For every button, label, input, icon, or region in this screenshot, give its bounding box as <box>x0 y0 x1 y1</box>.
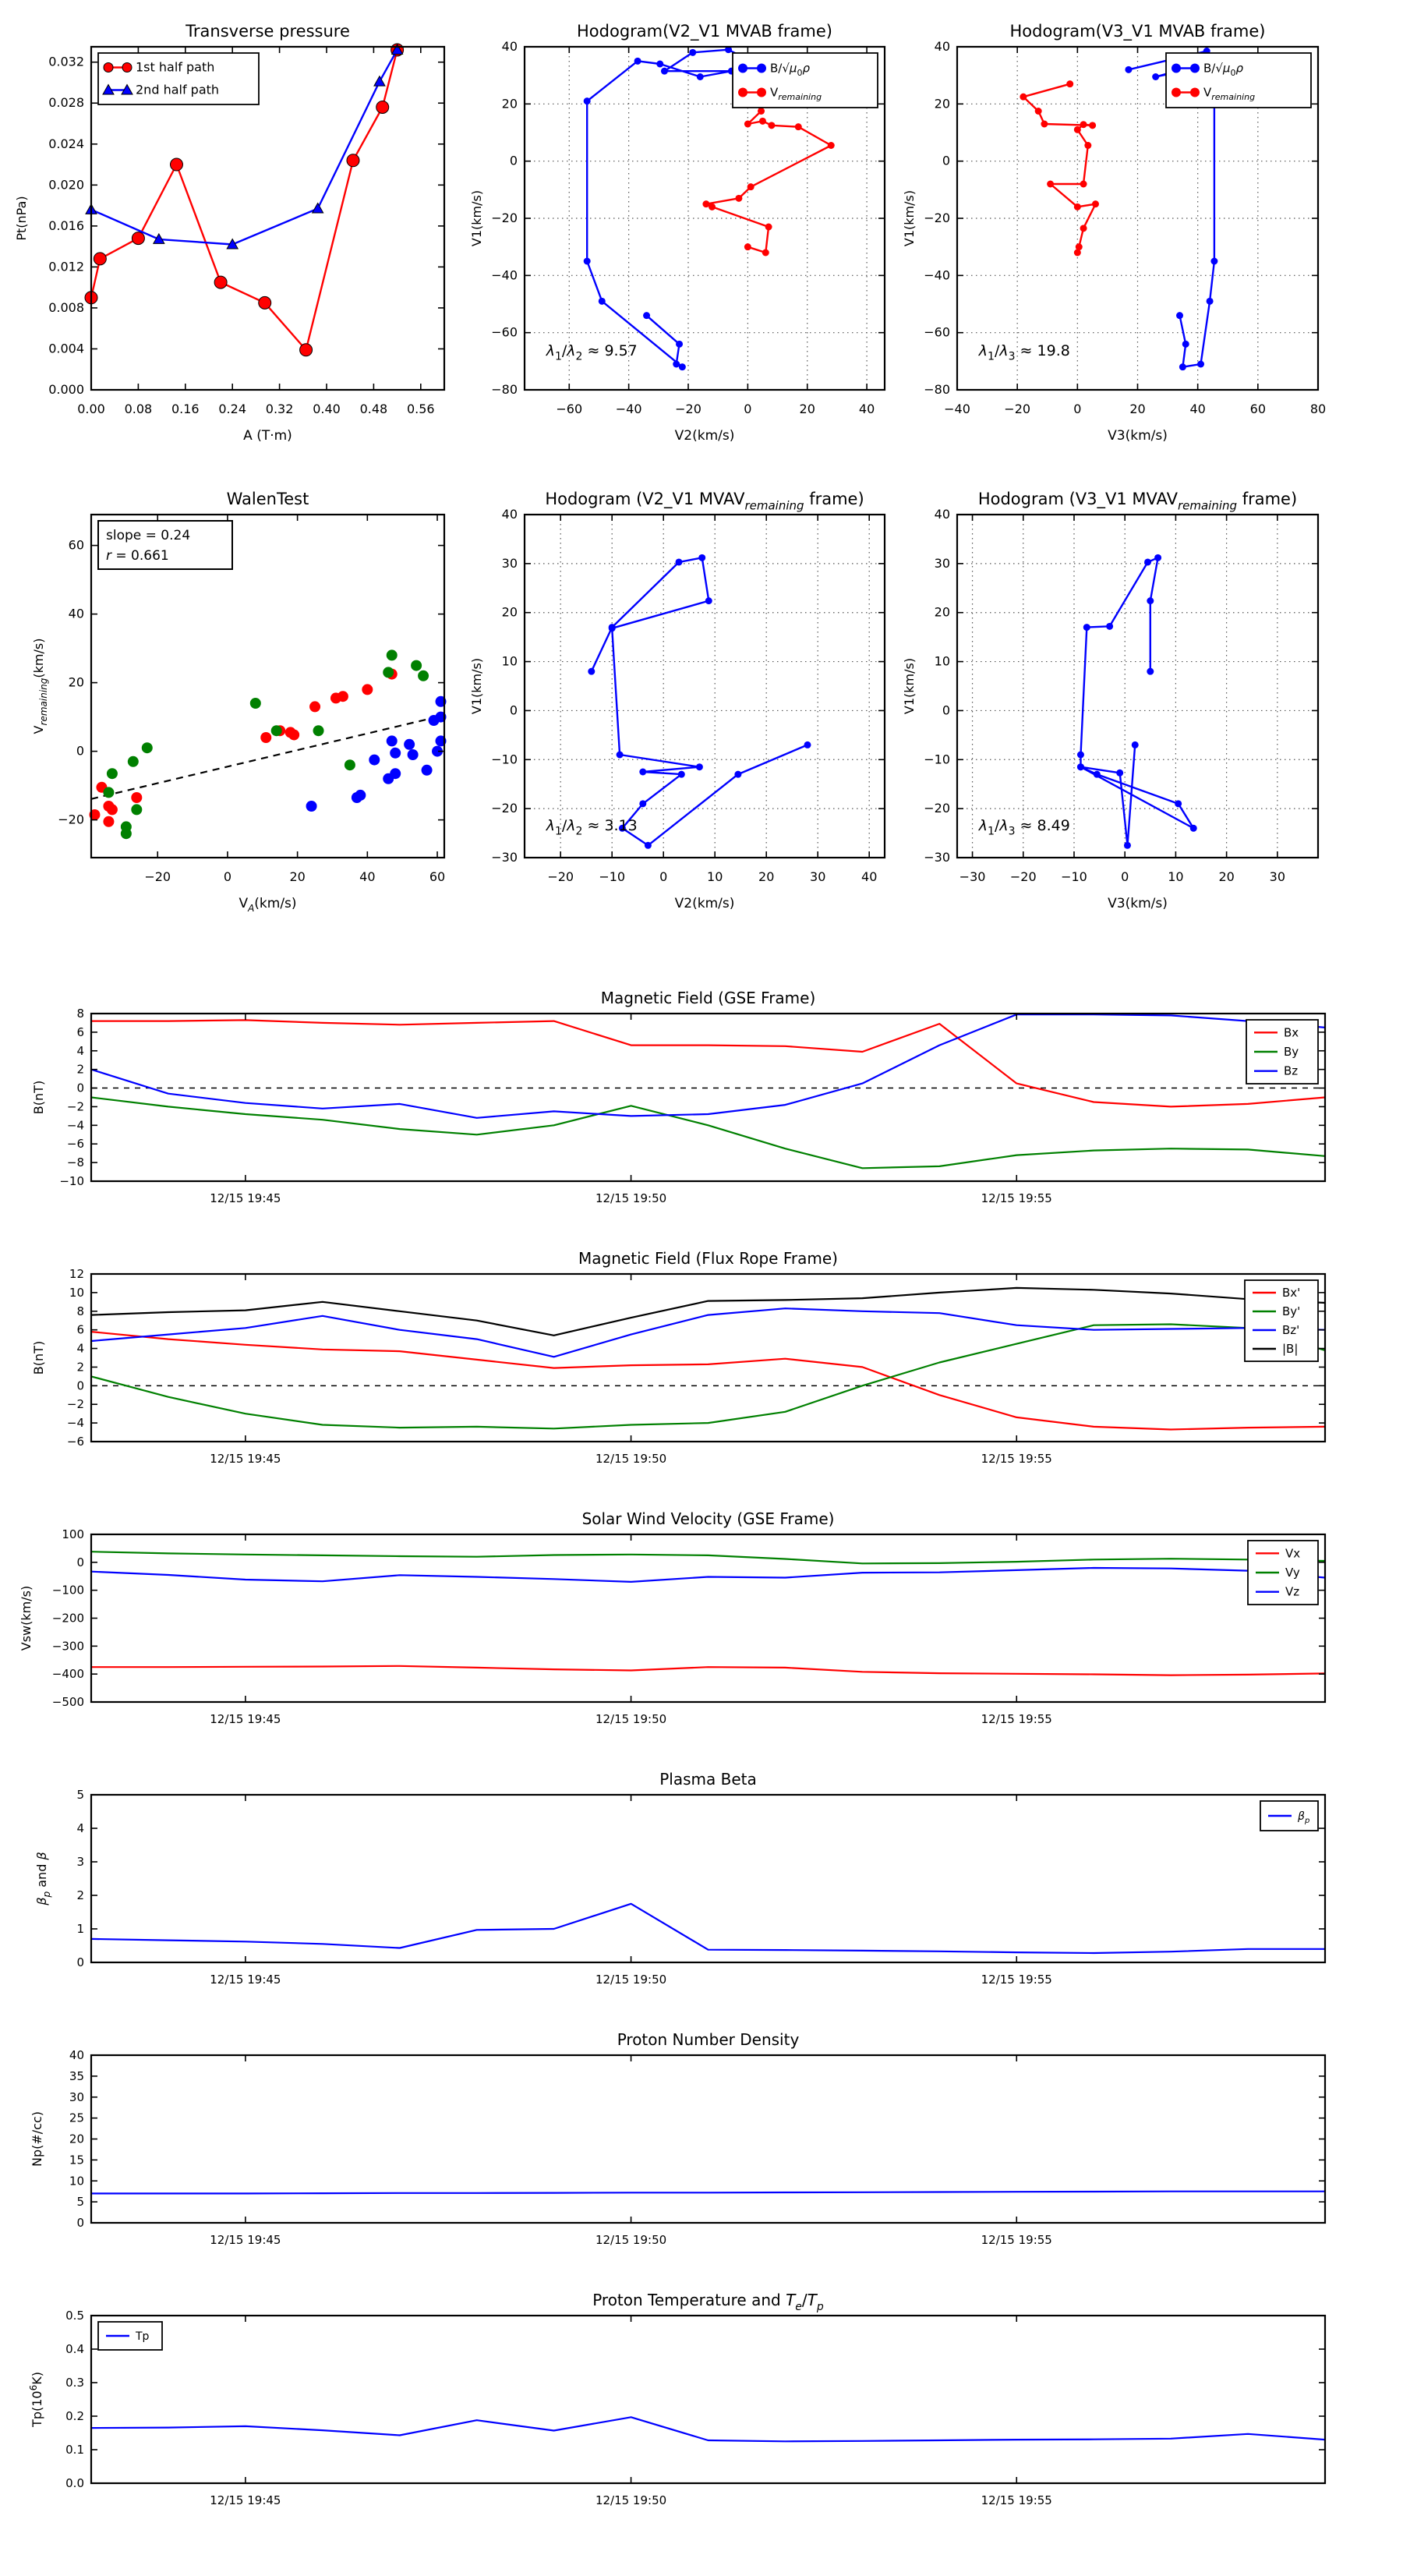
proton_temperature-ylabel: $Tp(10^6K)$ <box>27 2372 44 2427</box>
svg-text:0: 0 <box>1073 402 1082 416</box>
hodogram_v2v1_mvav-ylabel: V1(km/s) <box>469 657 484 715</box>
svg-text:0.40: 0.40 <box>313 402 341 416</box>
svg-text:−20: −20 <box>491 801 518 816</box>
svg-text:0.004: 0.004 <box>48 341 84 356</box>
svg-text:12/15 19:50: 12/15 19:50 <box>595 1452 667 1466</box>
svg-text:0.020: 0.020 <box>48 177 84 193</box>
legend <box>1245 1280 1318 1361</box>
svg-text:r = 0.661: r = 0.661 <box>106 548 169 564</box>
annotation: $\lambda_1/\lambda_2 \approx 3.13$ <box>546 816 638 838</box>
svg-text:−10: −10 <box>924 752 950 767</box>
svg-text:30: 30 <box>1269 869 1286 884</box>
svg-text:8: 8 <box>76 1007 84 1021</box>
hodogram_v2v1_mvav-title: Hodogram (V2_V1 $MVAV_{remaining}$ frame) <box>545 490 864 513</box>
svg-text:40: 40 <box>501 507 518 522</box>
scatter-green <box>103 649 429 839</box>
series-beta_p <box>91 1904 1325 1953</box>
svg-text:10: 10 <box>69 2174 84 2189</box>
svg-text:0: 0 <box>76 1955 84 1969</box>
svg-text:−10: −10 <box>59 1174 84 1188</box>
svg-text:−20: −20 <box>924 211 950 225</box>
svg-text:0: 0 <box>76 1378 84 1393</box>
svg-text:0: 0 <box>509 153 518 168</box>
svg-text:12/15 19:55: 12/15 19:55 <box>981 2493 1052 2507</box>
svg-text:0.4: 0.4 <box>65 2342 84 2356</box>
walen_test-xlabel: $V_A(km/s)$ <box>239 896 297 915</box>
svg-text:Bz: Bz <box>1284 1063 1299 1078</box>
svg-text:12/15 19:50: 12/15 19:50 <box>595 1712 667 1726</box>
svg-text:20: 20 <box>799 402 815 416</box>
svg-text:−60: −60 <box>924 324 950 340</box>
hodogram_v3v1_mvav-xlabel: V3(km/s) <box>1108 896 1168 911</box>
svg-text:Vremaining: $V_{remaining}$ <box>1203 85 1256 102</box>
svg-text:0: 0 <box>1121 869 1129 884</box>
hodogram_v3v1_mvab-title: Hodogram(V3_V1 MVAB frame) <box>1009 22 1266 41</box>
svg-text:20: 20 <box>501 604 518 620</box>
axes-frame <box>91 1795 1325 1962</box>
svg-text:0.56: 0.56 <box>406 402 435 416</box>
svg-text:−4: −4 <box>66 1118 84 1133</box>
svg-text:0: 0 <box>223 869 232 884</box>
svg-text:40: 40 <box>68 606 84 621</box>
hodogram_v2v1_mvav-xlabel: V2(km/s) <box>674 896 735 911</box>
series-Bz' <box>91 1308 1325 1357</box>
vsw_gse-title: Solar Wind Velocity (GSE Frame) <box>581 1509 835 1528</box>
svg-text:0.024: 0.024 <box>48 136 84 151</box>
svg-text:2: 2 <box>76 1062 84 1077</box>
hodogram_v2v1_mvab-xlabel: V2(km/s) <box>674 428 735 444</box>
svg-text:B/√μ0ρ: $B/√\mu_0\rho$ <box>1203 61 1243 78</box>
svg-text:60: 60 <box>1249 402 1267 416</box>
svg-text:βp: $\beta_p$ <box>1298 1810 1310 1826</box>
svg-text:12/15 19:55: 12/15 19:55 <box>981 1452 1052 1466</box>
scatter-red <box>89 669 397 827</box>
svg-text:5: 5 <box>76 2195 84 2210</box>
legend <box>98 2322 162 2350</box>
svg-text:0.00: 0.00 <box>77 402 105 416</box>
svg-text:40: 40 <box>1189 402 1206 416</box>
series-By <box>91 1098 1325 1169</box>
svg-text:−40: −40 <box>924 267 950 283</box>
svg-text:0.1: 0.1 <box>65 2443 84 2457</box>
svg-text:60: 60 <box>68 537 84 553</box>
svg-text:0.008: 0.008 <box>48 299 84 315</box>
svg-text:0.24: 0.24 <box>218 402 247 416</box>
svg-text:Vz: Vz <box>1285 1584 1300 1599</box>
ticks <box>67 1267 1325 1466</box>
svg-text:−60: −60 <box>556 402 583 416</box>
svg-text:−40: −40 <box>491 267 518 283</box>
svg-text:20: 20 <box>501 96 518 111</box>
b_flux_rope-title: Magnetic Field (Flux Rope Frame) <box>578 1249 838 1268</box>
svg-text:2: 2 <box>76 1360 84 1375</box>
svg-text:40: 40 <box>69 2048 84 2062</box>
svg-text:Bx: Bx <box>1284 1025 1299 1040</box>
vsw_gse-ylabel: Vsw(km/s) <box>19 1585 34 1651</box>
hodogram_v3v1_mvab-xlabel: V3(km/s) <box>1108 428 1168 444</box>
svg-text:12/15 19:45: 12/15 19:45 <box>210 1191 281 1205</box>
axes-frame <box>91 2055 1325 2223</box>
svg-text:15: 15 <box>69 2153 84 2167</box>
plasma_beta <box>34 1770 1325 1987</box>
series-V remaining <box>1020 80 1099 256</box>
svg-text:20: 20 <box>69 2132 84 2146</box>
svg-text:0: 0 <box>659 869 668 884</box>
svg-text:10: 10 <box>707 869 723 884</box>
series-Bz <box>91 1014 1325 1118</box>
svg-text:4: 4 <box>76 1821 84 1835</box>
svg-text:30: 30 <box>69 2089 84 2104</box>
series-|B| <box>91 1288 1325 1336</box>
svg-text:12/15 19:45: 12/15 19:45 <box>210 2493 281 2507</box>
svg-text:100: 100 <box>62 1527 84 1541</box>
svg-text:−500: −500 <box>51 1695 84 1709</box>
svg-text:20: 20 <box>289 869 306 884</box>
axes-frame <box>957 515 1318 858</box>
svg-text:−200: −200 <box>51 1611 84 1626</box>
svg-text:20: 20 <box>758 869 775 884</box>
svg-text:30: 30 <box>934 555 950 571</box>
annotation: $\lambda_1/\lambda_2 \approx 9.57$ <box>546 342 638 363</box>
svg-text:−20: −20 <box>491 211 518 225</box>
svg-text:10: 10 <box>69 1285 84 1300</box>
svg-text:12/15 19:55: 12/15 19:55 <box>981 1973 1052 1987</box>
svg-text:−40: −40 <box>615 402 642 416</box>
annotation: $\lambda_1/\lambda_3 \approx 8.49$ <box>978 816 1070 838</box>
svg-text:40: 40 <box>501 39 518 54</box>
svg-text:−40: −40 <box>944 402 970 416</box>
stats-box <box>98 521 232 569</box>
grid <box>957 515 1318 858</box>
proton_temperature-title: Proton Temperature and $T_e/T_p$ <box>592 2291 824 2313</box>
svg-text:1st half path: 1st half path <box>136 59 215 75</box>
scatter-blue <box>306 696 447 812</box>
svg-text:Vx: Vx <box>1285 1546 1301 1561</box>
proton_density-ylabel: Np(#/cc) <box>30 2111 44 2167</box>
proton_temperature <box>28 2291 1325 2507</box>
svg-text:0.028: 0.028 <box>48 95 84 111</box>
transverse_pressure-xlabel: A (T·m) <box>243 428 292 444</box>
ticks <box>76 1788 1325 1987</box>
svg-text:60: 60 <box>429 869 446 884</box>
svg-text:0.3: 0.3 <box>65 2376 84 2390</box>
svg-text:0.2: 0.2 <box>65 2409 84 2423</box>
series-V remaining <box>588 554 811 849</box>
svg-text:12/15 19:50: 12/15 19:50 <box>595 2493 667 2507</box>
ticks <box>58 515 445 884</box>
svg-text:30: 30 <box>810 869 826 884</box>
svg-text:12: 12 <box>69 1267 84 1281</box>
series-Np <box>91 2192 1325 2194</box>
svg-text:−20: −20 <box>924 801 950 816</box>
svg-text:−20: −20 <box>58 812 84 827</box>
svg-text:30: 30 <box>501 555 518 571</box>
svg-text:2nd half path: 2nd half path <box>136 82 220 97</box>
svg-text:20: 20 <box>934 96 950 111</box>
svg-text:3: 3 <box>76 1855 84 1869</box>
svg-text:12/15 19:55: 12/15 19:55 <box>981 1712 1052 1726</box>
hodogram_v3v1_mvav-title: Hodogram (V3_V1 $MVAV_{remaining}$ frame) <box>977 490 1298 513</box>
walen_test-ylabel: $V_{remaining}(km/s)$ <box>31 638 49 734</box>
svg-text:Vy: Vy <box>1285 1566 1300 1580</box>
svg-text:0: 0 <box>76 1555 84 1569</box>
annotation: $\lambda_1/\lambda_3 \approx 19.8$ <box>978 342 1070 363</box>
walen_test <box>31 490 447 914</box>
svg-text:−10: −10 <box>599 869 626 884</box>
walen_test-title: WalenTest <box>226 490 309 508</box>
svg-text:0.32: 0.32 <box>265 402 294 416</box>
series-Vz <box>91 1568 1325 1582</box>
svg-text:0: 0 <box>942 153 950 168</box>
ticks <box>65 2309 1325 2507</box>
svg-text:|B|: |B| <box>1282 1342 1299 1356</box>
b_gse-title: Magnetic Field (GSE Frame) <box>600 989 816 1007</box>
hodogram_v3v1_mvab-ylabel: V1(km/s) <box>902 189 917 247</box>
legend <box>98 53 259 104</box>
svg-text:0.08: 0.08 <box>124 402 153 416</box>
svg-text:20: 20 <box>1218 869 1235 884</box>
ticks <box>52 1527 1325 1726</box>
svg-text:10: 10 <box>934 653 950 669</box>
axes-frame <box>91 1274 1325 1442</box>
svg-text:By: By <box>1284 1045 1299 1059</box>
grid <box>525 515 885 858</box>
svg-text:0: 0 <box>76 1081 84 1095</box>
ticks <box>59 1007 1325 1205</box>
svg-text:0: 0 <box>76 743 84 759</box>
svg-text:−10: −10 <box>1061 869 1087 884</box>
svg-text:0.000: 0.000 <box>48 382 84 397</box>
hodogram_v3v1_mvab <box>902 22 1326 444</box>
hodogram_v2v1_mvav <box>469 490 885 911</box>
svg-text:12/15 19:50: 12/15 19:50 <box>595 1973 667 1987</box>
series-Bx' <box>91 1332 1325 1429</box>
fit-line <box>91 715 444 798</box>
series-Tp <box>91 2417 1325 2441</box>
b_gse-ylabel: B(nT) <box>31 1080 46 1115</box>
svg-text:−2: −2 <box>66 1099 84 1114</box>
svg-text:12/15 19:45: 12/15 19:45 <box>210 1452 281 1466</box>
svg-text:20: 20 <box>68 674 84 690</box>
series-By' <box>91 1325 1325 1429</box>
svg-text:−100: −100 <box>51 1583 84 1598</box>
svg-text:12/15 19:45: 12/15 19:45 <box>210 1973 281 1987</box>
svg-text:35: 35 <box>69 2068 84 2083</box>
transverse_pressure-ylabel: Pt(nPa) <box>14 196 29 241</box>
legend <box>1260 1801 1318 1831</box>
svg-text:12/15 19:45: 12/15 19:45 <box>210 2233 281 2247</box>
svg-text:−20: −20 <box>547 869 574 884</box>
svg-text:0.16: 0.16 <box>171 402 200 416</box>
svg-text:12/15 19:45: 12/15 19:45 <box>210 1712 281 1726</box>
svg-text:−20: −20 <box>1009 869 1037 884</box>
proton_density <box>30 2030 1325 2247</box>
svg-text:−80: −80 <box>924 382 950 397</box>
svg-text:−300: −300 <box>51 1639 84 1654</box>
svg-text:25: 25 <box>69 2111 84 2125</box>
svg-text:−30: −30 <box>959 869 986 884</box>
series-V remaining <box>1077 554 1197 849</box>
svg-text:0.5: 0.5 <box>65 2309 84 2323</box>
svg-text:0: 0 <box>76 2216 84 2230</box>
svg-text:12/15 19:55: 12/15 19:55 <box>981 1191 1052 1205</box>
svg-text:4: 4 <box>76 1341 84 1356</box>
axes-frame <box>91 2316 1325 2483</box>
series-Bx <box>91 1020 1325 1106</box>
b_flux_rope <box>31 1249 1325 1466</box>
svg-text:−4: −4 <box>66 1416 84 1431</box>
hodogram_v2v1_mvab-title: Hodogram(V2_V1 MVAB frame) <box>577 22 832 41</box>
hodogram_v3v1_mvav <box>902 490 1318 911</box>
legend <box>1246 1020 1318 1084</box>
svg-text:4: 4 <box>76 1043 84 1058</box>
svg-text:20: 20 <box>1129 402 1146 416</box>
svg-text:−400: −400 <box>51 1667 84 1682</box>
hodogram_v2v1_mvab-ylabel: V1(km/s) <box>469 189 484 247</box>
svg-text:5: 5 <box>76 1788 84 1802</box>
svg-text:40: 40 <box>359 869 376 884</box>
legend <box>733 53 878 108</box>
svg-text:−80: −80 <box>491 382 518 397</box>
svg-text:Vremaining: $V_{remaining}$ <box>770 85 822 102</box>
svg-text:0.48: 0.48 <box>359 402 388 416</box>
svg-text:−20: −20 <box>1004 402 1031 416</box>
svg-text:0.016: 0.016 <box>48 218 84 233</box>
b_flux_rope-ylabel: B(nT) <box>31 1340 46 1375</box>
hodogram_v3v1_mvav-ylabel: V1(km/s) <box>902 657 917 715</box>
legend <box>1248 1541 1318 1605</box>
series-Vy <box>91 1552 1325 1563</box>
svg-text:0.012: 0.012 <box>48 259 84 274</box>
vsw_gse <box>19 1509 1325 1726</box>
proton_density-title: Proton Number Density <box>617 2030 800 2049</box>
svg-text:−6: −6 <box>66 1137 84 1152</box>
svg-text:−30: −30 <box>924 850 950 865</box>
hodogram_v2v1_mvab <box>469 22 885 444</box>
svg-text:6: 6 <box>76 1024 84 1039</box>
transverse_pressure-title: Transverse pressure <box>186 22 350 41</box>
svg-text:−6: −6 <box>66 1435 84 1449</box>
svg-text:12/15 19:55: 12/15 19:55 <box>981 2233 1052 2247</box>
b_gse <box>31 989 1325 1205</box>
svg-text:−8: −8 <box>66 1155 84 1170</box>
svg-text:8: 8 <box>76 1304 84 1318</box>
svg-text:12/15 19:50: 12/15 19:50 <box>595 1191 667 1205</box>
transverse_pressure <box>14 22 444 444</box>
svg-text:40: 40 <box>934 39 950 54</box>
svg-text:40: 40 <box>861 869 878 884</box>
svg-text:0: 0 <box>509 702 518 718</box>
legend <box>1166 53 1311 108</box>
svg-text:slope = 0.24: slope = 0.24 <box>106 528 191 543</box>
svg-text:−30: −30 <box>491 850 518 865</box>
svg-text:6: 6 <box>76 1322 84 1337</box>
plasma_beta-title: Plasma Beta <box>659 1770 757 1789</box>
svg-text:Bz': Bz' <box>1282 1323 1300 1337</box>
svg-text:80: 80 <box>1309 402 1327 416</box>
axes-frame <box>525 515 885 858</box>
svg-text:−20: −20 <box>675 402 702 416</box>
series-Vx <box>91 1666 1325 1675</box>
svg-text:Bx': Bx' <box>1282 1286 1301 1300</box>
svg-text:20: 20 <box>934 604 950 620</box>
svg-text:40: 40 <box>934 507 950 522</box>
svg-text:10: 10 <box>501 653 518 669</box>
svg-text:By': By' <box>1282 1304 1301 1318</box>
svg-text:0.0: 0.0 <box>65 2476 84 2490</box>
svg-text:Tp: Tp <box>136 2330 150 2343</box>
svg-text:12/15 19:50: 12/15 19:50 <box>595 2233 667 2247</box>
svg-text:−20: −20 <box>144 869 171 884</box>
svg-text:0: 0 <box>942 702 950 718</box>
ticks <box>69 2048 1325 2247</box>
svg-text:−10: −10 <box>491 752 518 767</box>
svg-text:B/√μ0ρ: $B/√\mu_0\rho$ <box>770 61 810 78</box>
svg-text:40: 40 <box>858 402 875 416</box>
svg-text:−2: −2 <box>66 1397 84 1412</box>
svg-text:−60: −60 <box>491 324 518 340</box>
axes-frame <box>91 1014 1325 1181</box>
svg-text:0: 0 <box>744 402 752 416</box>
svg-text:1: 1 <box>76 1922 84 1936</box>
svg-text:0.032: 0.032 <box>48 54 84 69</box>
svg-text:10: 10 <box>1168 869 1184 884</box>
plasma_beta-ylabel: $\beta_p$ and β <box>34 1852 52 1905</box>
svg-text:2: 2 <box>76 1888 84 1902</box>
